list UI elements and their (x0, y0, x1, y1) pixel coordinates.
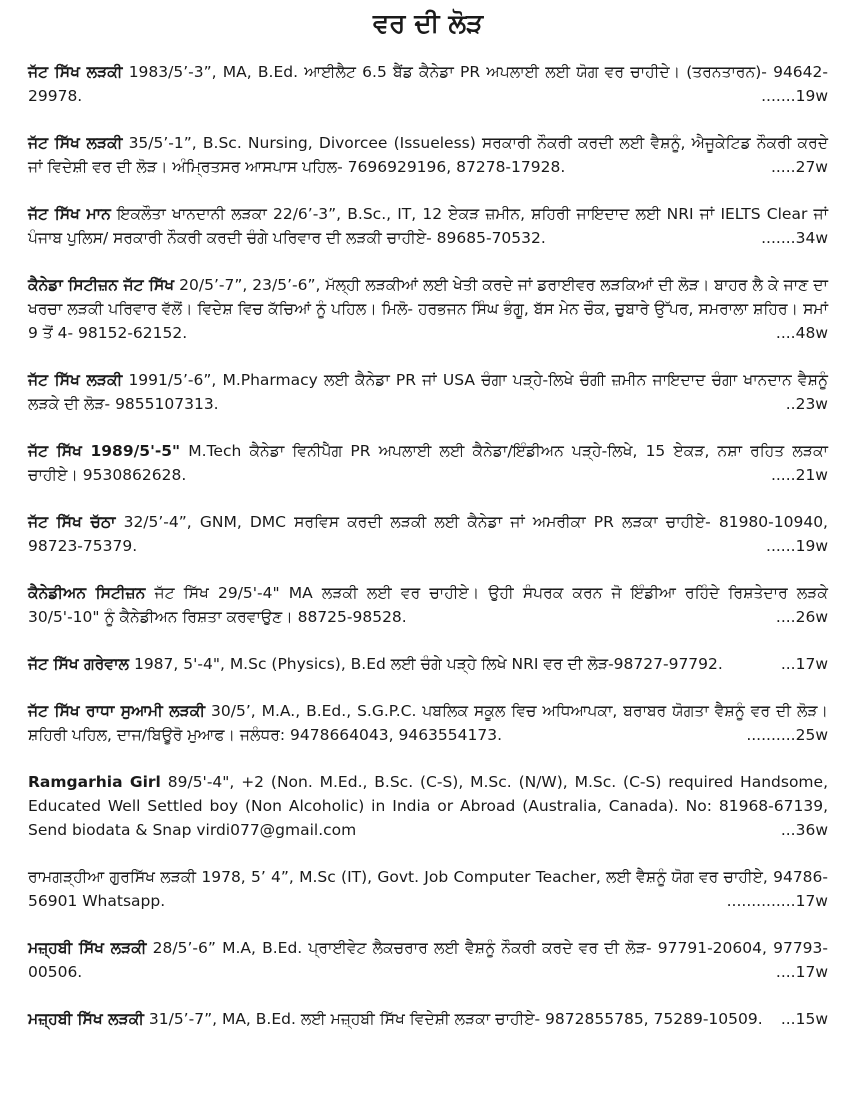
ad-ref: ...36w (780, 821, 828, 839)
ad-heading: ਜੱਟ ਸਿੱਖ ਲੜਕੀ (28, 63, 123, 81)
ad-ref: .....27w (770, 158, 828, 176)
ad-ref: .......34w (761, 229, 828, 247)
ad-heading: ਜੱਟ ਸਿੱਖ ਚੱਠਾ (28, 513, 116, 531)
ad-heading: Ramgarhia Girl (28, 773, 161, 791)
ad-heading: ਜੱਟ ਸਿੱਖ ਮਾਨ (28, 205, 111, 223)
ad-ref: ..............17w (726, 892, 828, 910)
ad-text: 1983/5’-3”, MA, B.Ed. ਆਈਲੈਟ 6.5 ਬੈਂਡ ਕੈਨੇਡਾ PR ਅਪਲਾਈ ਲਈ ਯੋਗ ਵਰ ਚਾਹੀਦੇ। (ਤਰਨਤਾਰਨ)- 94642-29978. (28, 63, 828, 105)
ad-text: 1987, 5'-4", M.Sc (Physics), B.Ed ਲਈ ਚੰਗੇ ਪੜ੍ਹੇ ਲਿਖੇ NRI ਵਰ ਦੀ ਲੋੜ-98727-97792. (133, 655, 723, 673)
ads-list (28, 60, 828, 1031)
ad-item (28, 439, 828, 487)
ad-ref: .......19w (761, 87, 828, 105)
ad-item (28, 652, 828, 676)
ad-item (28, 936, 828, 984)
ad-ref: ...17w (780, 655, 828, 673)
ad-heading: ਮਜ਼੍ਹਬੀ ਸਿੱਖ ਲੜਕੀ (28, 1010, 144, 1028)
ad-heading: ਕੈਨੇਡਾ ਸਿਟੀਜ਼ਨ ਜੱਟ ਸਿੱਖ (28, 276, 175, 294)
ad-ref: ..........25w (746, 726, 828, 744)
ad-heading: ਮਜ਼੍ਹਬੀ ਸਿੱਖ ਲੜਕੀ (28, 939, 147, 957)
ad-ref: ...15w (780, 1010, 828, 1028)
ad-item (28, 131, 828, 179)
ad-item (28, 510, 828, 558)
ad-heading: ਜੱਟ ਸਿੱਖ 1989/5'-5" (28, 442, 181, 460)
ad-item (28, 60, 828, 108)
ad-text: M.Tech ਕੈਨੇਡਾ ਵਿਨੀਪੈੱਗ PR ਅਪਲਾਈ ਲਈ ਕੈਨੇਡਾ/ਇੰਡੀਅਨ ਪੜ੍ਹੇ-ਲਿਖੇ, 15 ਏਕੜ, ਨਸ਼ਾ ਰਹਿਤ ਲੜਕਾ ਚਾਹੀਏ। 9530862628. (28, 442, 828, 484)
ad-item (28, 770, 828, 842)
ad-heading: ਜੱਟ ਸਿੱਖ ਗਰੇਵਾਲ (28, 655, 130, 673)
ad-text: ਰਾਮਗੜ੍ਹੀਆ ਗੁਰਸਿੱਖ ਲੜਕੀ 1978, 5’ 4”, M.Sc (IT), Govt. Job Computer Teacher, ਲਈ ਵੈਸ਼ਨੂੰ ਯੋਗ ਵਰ ਚਾਹੀਏ, 94786-56901 Whatsapp. (28, 868, 828, 910)
ad-ref: ....17w (775, 963, 828, 981)
ad-ref: .....21w (770, 466, 828, 484)
ad-ref: ....26w (775, 608, 828, 626)
page-title: ਵਰ ਦੀ ਲੋੜ (372, 9, 484, 39)
ad-text: 89/5'-4", +2 (Non. M.Ed., B.Sc. (C-S), M.Sc. (N/W), M.Sc. (C-S) required Handsome, Educated Well Settled boy (Non Alcoholic) in India or Abroad (Australia, Canada). No: 81968-67139, Send biodata & Snap virdi077@gmail.com (28, 773, 828, 839)
ad-text: 20/5’-7”, 23/5’-6”, ਮੱਲ੍ਹੀ ਲੜਕੀਆਂ ਲਈ ਖੇਤੀ ਕਰਦੇ ਜਾਂ ਡਰਾਈਵਰ ਲੜਕਿਆਂ ਦੀ ਲੋੜ। ਬਾਹਰ ਲੈ ਕੇ ਜਾਣ ਦਾ ਖਰਚਾ ਲੜਕੀ ਪਰਿਵਾਰ ਵੱਲੋਂ। ਵਿਦੇਸ਼ ਵਿਚ ਕੱਚਿਆਂ ਨੂੰ ਪਹਿਲ। ਮਿਲੋ- ਹਰਭਜਨ ਸਿੰਘ ਭੰਗੂ, ਬੱਸ ਮੇਨ ਚੌਕ, ਚੁਬਾਰੇ ਉੱਪਰ, ਸਮਰਾਲਾ ਸ਼ਹਿਰ। ਸਮਾਂ 9 ਤੋਂ 4- 98152-62152. (28, 276, 828, 342)
ad-heading: ਜੱਟ ਸਿੱਖ ਲੜਕੀ (28, 134, 123, 152)
ad-heading: ਜੱਟ ਸਿੱਖ ਰਾਧਾ ਸੁਆਮੀ ਲੜਕੀ (28, 702, 206, 720)
ad-heading: ਜੱਟ ਸਿੱਖ ਲੜਕੀ (28, 371, 123, 389)
ad-heading: ਕੈਨੇਡੀਅਨ ਸਿਟੀਜ਼ਨ (28, 584, 146, 602)
ad-item (28, 202, 828, 250)
ad-text: ਜੱਟ ਸਿੱਖ 29/5'-4" MA ਲੜਕੀ ਲਈ ਵਰ ਚਾਹੀਏ। ਉਹੀ ਸੰਪਰਕ ਕਰਨ ਜੋ ਇੰਡੀਆ ਰਹਿੰਦੇ ਰਿਸ਼ਤੇਦਾਰ ਲੜਕੇ 30/5'-10" ਨੂੰ ਕੈਨੇਡੀਅਨ ਰਿਸ਼ਤਾ ਕਰਵਾਉਣ। 88725-98528. (28, 584, 828, 626)
ad-item (28, 273, 828, 345)
ad-ref: ..23w (785, 395, 828, 413)
ad-text: ਇਕਲੌਤਾ ਖਾਨਦਾਨੀ ਲੜਕਾ 22/6’-3”, B.Sc., IT, 12 ਏਕੜ ਜ਼ਮੀਨ, ਸ਼ਹਿਰੀ ਜਾਇਦਾਦ ਲਈ NRI ਜਾਂ IELTS Clear ਜਾਂ ਪੰਜਾਬ ਪੁਲਿਸ/ ਸਰਕਾਰੀ ਨੌਕਰੀ ਕਰਦੀ ਚੰਗੇ ਪਰਿਵਾਰ ਦੀ ਲੜਕੀ ਚਾਹੀਏ- 89685-70532. (28, 205, 828, 247)
ad-text: 28/5’-6” M.A, B.Ed. ਪ੍ਰਾਈਵੇਟ ਲੈਕਚਰਾਰ ਲਈ ਵੈਸ਼ਨੂੰ ਨੌਕਰੀ ਕਰਦੇ ਵਰ ਦੀ ਲੋੜ- 97791-20604, 97793-00506. (28, 939, 828, 981)
ad-ref: ......19w (766, 537, 828, 555)
ad-text: 31/5’-7”, MA, B.Ed. ਲਈ ਮਜ਼੍ਹਬੀ ਸਿੱਖ ਵਿਦੇਸ਼ੀ ਲੜਕਾ ਚਾਹੀਏ- 9872855785, 75289-10509. (148, 1010, 763, 1028)
ad-text: 35/5’-1”, B.Sc. Nursing, Divorcee (Issueless) ਸਰਕਾਰੀ ਨੌਕਰੀ ਕਰਦੀ ਲਈ ਵੈਸ਼ਨੂੰ, ਐਜੂਕੇਟਿਡ ਨੌਕਰੀ ਕਰਦੇ ਜਾਂ ਵਿਦੇਸ਼ੀ ਵਰ ਦੀ ਲੋੜ। ਅੰਮ੍ਰਿਤਸਰ ਆਸਪਾਸ ਪਹਿਲ- 7696929196, 87278-17928. (28, 134, 828, 176)
ad-item (28, 581, 828, 629)
ad-text: 1991/5’-6”, M.Pharmacy ਲਈ ਕੈਨੇਡਾ PR ਜਾਂ USA ਚੰਗਾ ਪੜ੍ਹੇ-ਲਿਖੇ ਚੰਗੀ ਜ਼ਮੀਨ ਜਾਇਦਾਦ ਚੰਗਾ ਖਾਨਦਾਨ ਵੈਸ਼ਨੂੰ ਲੜਕੇ ਦੀ ਲੋੜ- 9855107313. (28, 371, 828, 413)
ad-item (28, 1007, 828, 1031)
ad-ref: ....48w (775, 324, 828, 342)
ad-item (28, 865, 828, 913)
ad-text: 30/5’, M.A., B.Ed., S.G.P.C. ਪਬਲਿਕ ਸਕੂਲ ਵਿਚ ਅਧਿਆਪਕਾ, ਬਰਾਬਰ ਯੋਗਤਾ ਵੈਸ਼ਨੂੰ ਵਰ ਦੀ ਲੋੜ। ਸ਼ਹਿਰੀ ਪਹਿਲ, ਦਾਜ/ਬਿਊਰੋ ਮੁਆਫ। ਜਲੰਧਰ: 9478664043, 9463554173. (28, 702, 828, 744)
ad-item (28, 699, 828, 747)
ad-text: 32/5’-4”, GNM, DMC ਸਰਵਿਸ ਕਰਦੀ ਲੜਕੀ ਲਈ ਕੈਨੇਡਾ ਜਾਂ ਅਮਰੀਕਾ PR ਲੜਕਾ ਚਾਹੀਏ- 81980-10940, 98723-75379. (28, 513, 828, 555)
ad-item (28, 368, 828, 416)
